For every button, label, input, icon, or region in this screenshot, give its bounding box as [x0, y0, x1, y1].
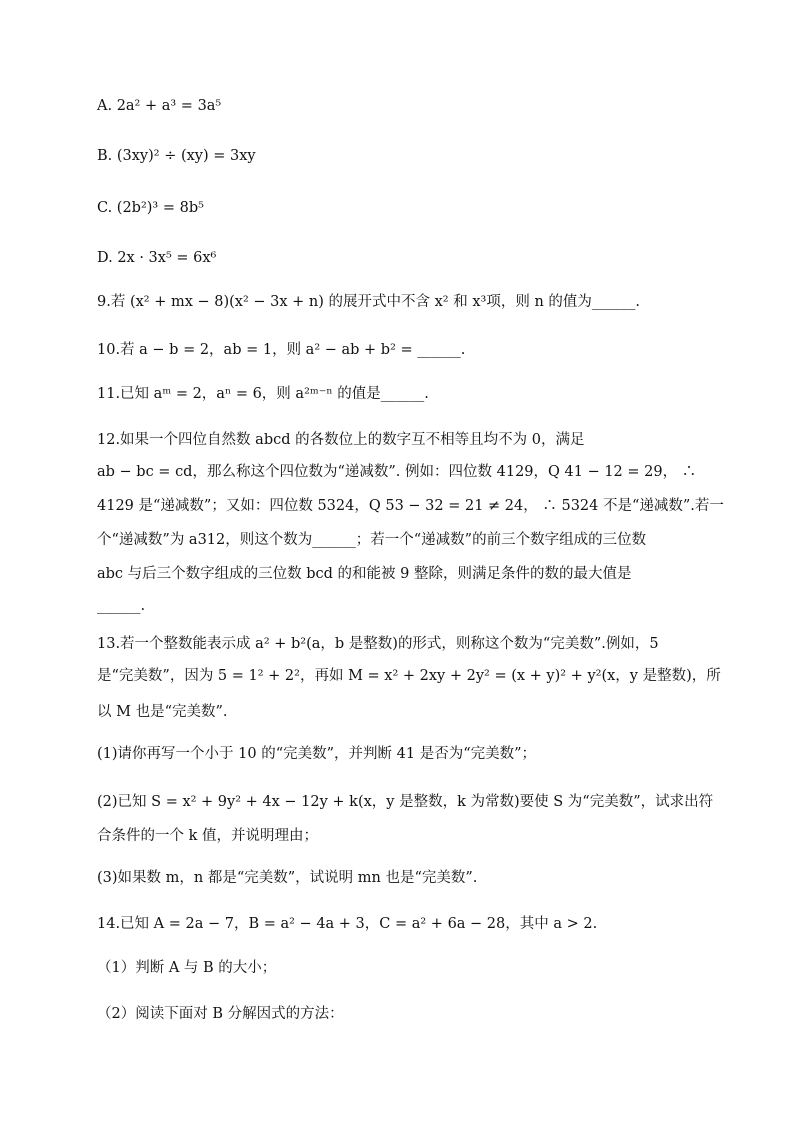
question-13-line-2: 是“完美数”，因为 5 = 1² + 2²，再如 M = x² + 2xy + 2y² = (x + y)² + y²(x，y 是整数)，所: [97, 668, 721, 684]
question-14-part-1: （1）判断 A 与 B 的大小；: [97, 960, 277, 976]
option-c: C. (2b²)³ = 8b⁵: [97, 200, 204, 216]
question-9: 9.若 (x² + mx − 8)(x² − 3x + n) 的展开式中不含 x² 和 x³项，则 n 的值为______.: [97, 294, 640, 310]
option-b: B. (3xy)² ÷ (xy) = 3xy: [97, 148, 256, 164]
question-14-part-2: （2）阅读下面对 B 分解因式的方法：: [97, 1006, 344, 1022]
option-a: A. 2a² + a³ = 3a⁵: [97, 98, 222, 114]
question-12-line-3: 4129 是“递减数”；又如：四位数 5324，Q 53 − 32 = 21 ≠ 24， ∴ 5324 不是“递减数”.若一: [97, 498, 724, 514]
question-13-part-2-line-1: (2)已知 S = x² + 9y² + 4x − 12y + k(x，y 是整数，k 为常数)要使 S 为“完美数”，试求出符: [97, 794, 714, 810]
question-12-line-2: ab − bc = cd，那么称这个四位数为“递减数”. 例如：四位数 4129，Q 41 − 12 = 29， ∴: [97, 464, 697, 480]
question-12-line-1: 12.如果一个四位自然数 abcd 的各数位上的数字互不相等且均不为 0，满足: [97, 432, 585, 448]
question-13-part-2-line-2: 合条件的一个 k 值，并说明理由；: [97, 828, 319, 844]
question-12-line-6: ______.: [97, 598, 146, 614]
question-11: 11.已知 aᵐ = 2，aⁿ = 6，则 a²ᵐ⁻ⁿ 的值是______.: [97, 386, 429, 402]
question-12-line-5: abc 与后三个数字组成的三位数 bcd 的和能被 9 整除，则满足条件的数的最大值是: [97, 566, 632, 582]
option-d: D. 2x · 3x⁵ = 6x⁶: [97, 250, 217, 266]
question-14-line-1: 14.已知 A = 2a − 7，B = a² − 4a + 3，C = a² + 6a − 28，其中 a > 2.: [97, 916, 598, 932]
question-13-part-3: (3)如果数 m，n 都是“完美数”，试说明 mn 也是“完美数”.: [97, 870, 478, 886]
question-10: 10.若 a − b = 2，ab = 1，则 a² − ab + b² = ______.: [97, 342, 466, 358]
question-13-line-1: 13.若一个整数能表示成 a² + b²(a，b 是整数)的形式，则称这个数为“完美数”.例如，5: [97, 636, 659, 652]
question-13-line-3: 以 M 也是“完美数”.: [97, 704, 228, 720]
question-12-line-4: 个“递减数”为 a312，则这个数为______；若一个“递减数”的前三个数字组成的三位数: [97, 532, 647, 548]
question-13-part-1: (1)请你再写一个小于 10 的“完美数”，并判断 41 是否为“完美数”；: [97, 746, 537, 762]
